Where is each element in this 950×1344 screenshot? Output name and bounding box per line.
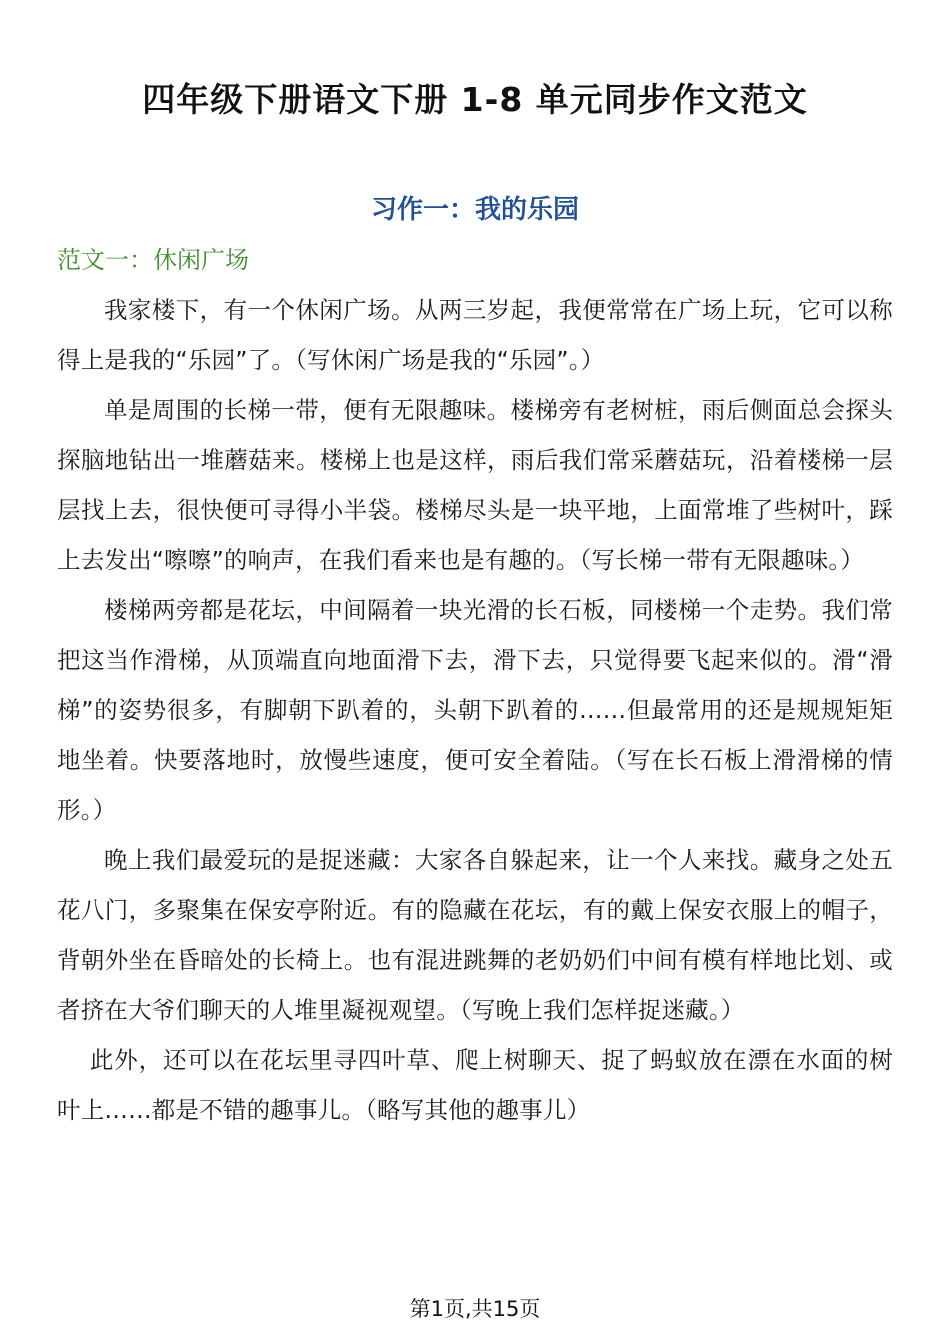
page-number: 第1页,共15页 xyxy=(409,1297,541,1321)
essay-paragraph-4: 晚上我们最爱玩的是捉迷藏：大家各自躲起来，让一个人来找。藏身之处五花八门，多聚集在保安亭附近。有的隐藏在花坛，有的戴上保安衣服上的帽子，背朝外坐在昏暗处的长椅上。也有混进跳舞的老奶奶们中间有模有样地比划、或者挤在大爷们聊天的人堆里凝视观望。（写晚上我们怎样捉迷藏。） xyxy=(57,846,893,1024)
essay-paragraph-3: 楼梯两旁都是花坛，中间隔着一块光滑的长石板，同楼梯一个走势。我们常把这当作滑梯，从顶端直向地面滑下去，滑下去，只觉得要飞起来似的。滑“滑梯”的姿势很多，有脚朝下趴着的，头朝下趴着的……但最常用的还是规规矩矩地坐着。快要落地时，放慢些速度，便可安全着陆。（写在长石板上滑滑梯的情形。） xyxy=(57,596,893,824)
essay-paragraph-5: 此外，还可以在花坛里寻四叶草、爬上树聊天、捉了蚂蚁放在漂在水面的树叶上……都是不错的趣事儿。（略写其他的趣事儿） xyxy=(57,1046,893,1124)
essay-paragraph-2: 单是周围的长梯一带，便有无限趣味。楼梯旁有老树桩，雨后侧面总会探头探脑地钻出一堆蘑菇来。楼梯上也是这样，雨后我们常采蘑菇玩，沿着楼梯一层层找上去，很快便可寻得小半袋。楼梯尽头是一块平地，上面常堆了些树叶，踩上去发出“嚓嚓”的响声，在我们看来也是有趣的。（写长梯一带有无限趣味。） xyxy=(57,396,893,574)
document-title: 四年级下册语文下册 1-8 单元同步作文范文 xyxy=(142,80,808,119)
essay-paragraph-1: 我家楼下，有一个休闲广场。从两三岁起，我便常常在广场上玩，它可以称得上是我的“乐园”了。（写休闲广场是我的“乐园”。） xyxy=(57,296,893,374)
sample-essay-title: 范文一：休闲广场 xyxy=(57,246,249,274)
essay-body xyxy=(57,285,893,1135)
section-title: 习作一：我的乐园 xyxy=(370,195,579,225)
